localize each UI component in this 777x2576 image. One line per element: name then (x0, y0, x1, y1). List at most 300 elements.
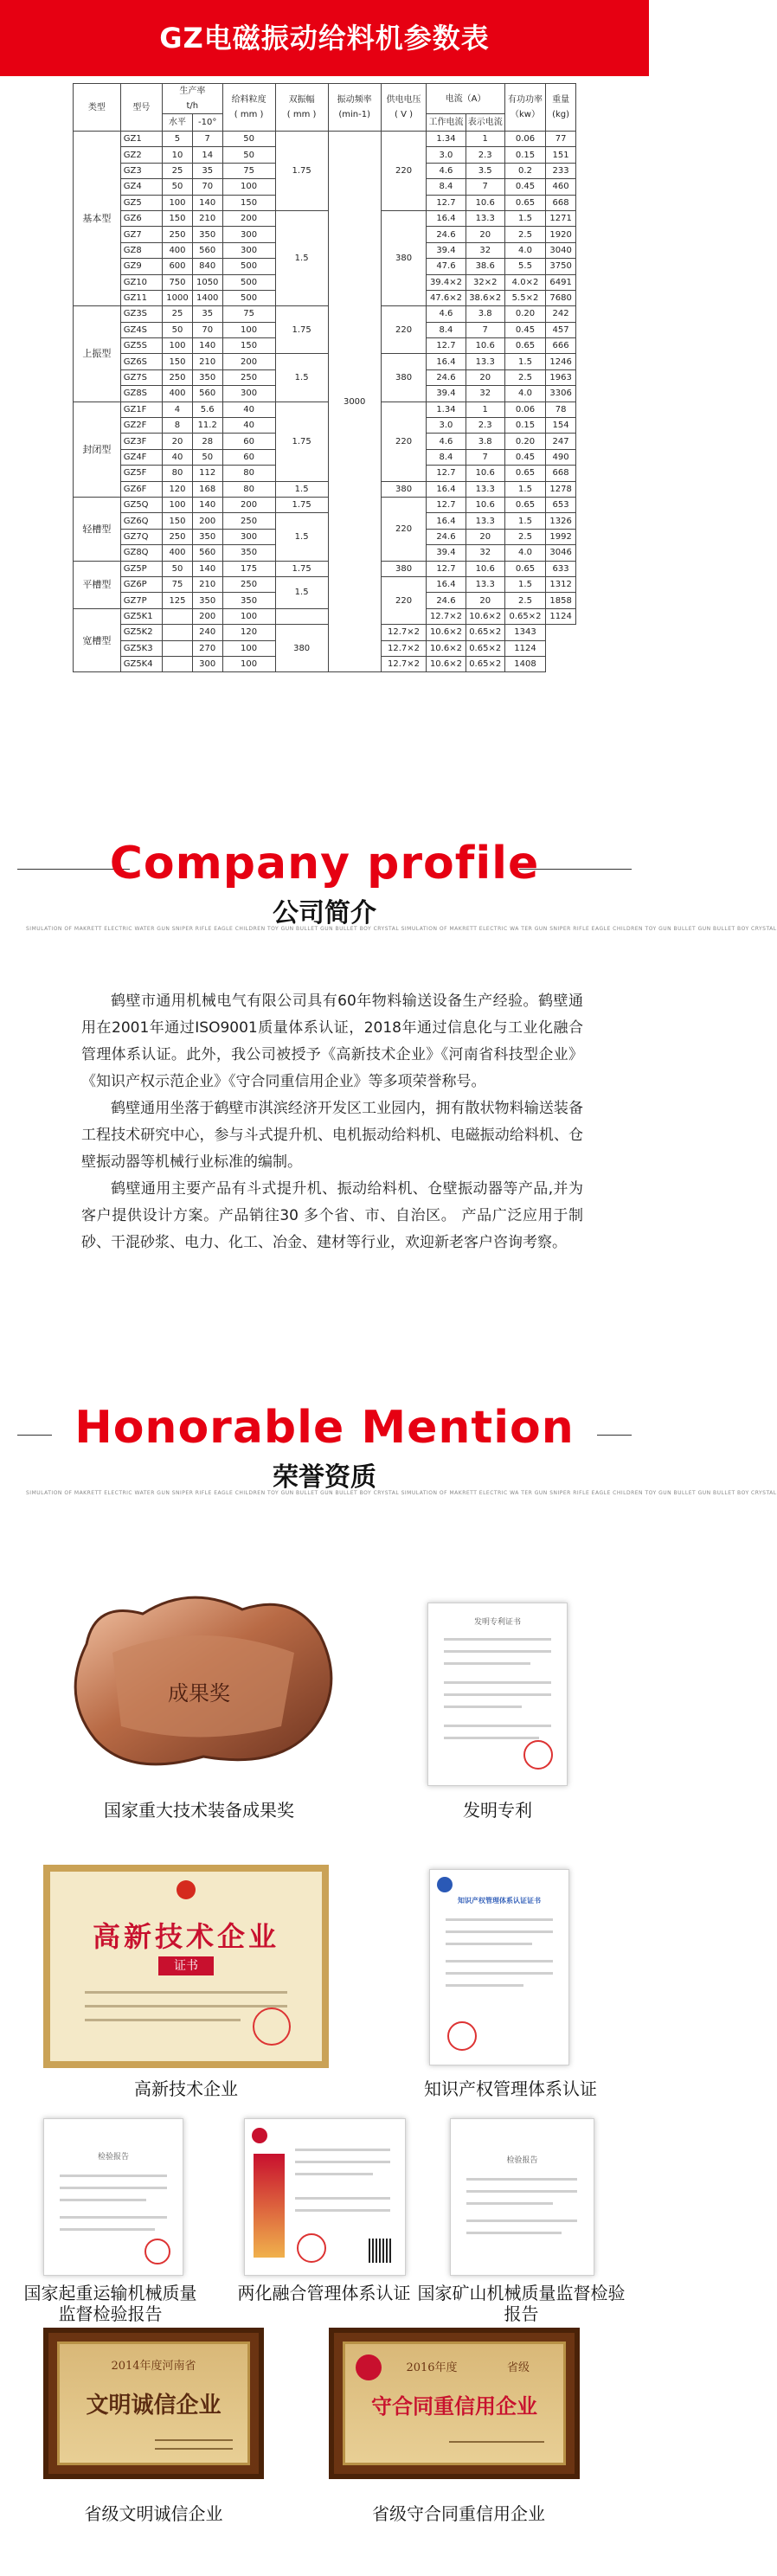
power-cell: 1.5 (504, 513, 545, 529)
meter-current-cell: 20 (466, 593, 504, 608)
power-cell: 1.5 (504, 354, 545, 369)
model-cell: GZ6F (120, 481, 162, 497)
capacity-horizontal-cell: 40 (163, 449, 193, 465)
weight-cell: 1124 (546, 608, 576, 624)
size-cell: 250 (222, 369, 275, 385)
weight-cell: 668 (546, 195, 576, 210)
meter-current-cell: 32 (466, 545, 504, 561)
capacity-horizontal-cell (163, 608, 193, 624)
meter-current-cell: 13.3 (466, 354, 504, 369)
capacity-horizontal-cell: 250 (163, 369, 193, 385)
capacity-incline-cell: 140 (192, 497, 222, 512)
weight-cell: 1408 (504, 656, 545, 671)
size-cell: 75 (222, 163, 275, 178)
work-current-cell: 16.4 (427, 513, 466, 529)
capacity-incline-cell: 112 (192, 466, 222, 481)
size-cell: 300 (222, 386, 275, 401)
plaque-text: 成果奖 (168, 1681, 230, 1706)
capacity-horizontal-cell: 125 (163, 593, 193, 608)
plaque-year-line: 2016年度 (406, 2361, 458, 2374)
doc-line (85, 2005, 287, 2007)
size-cell: 80 (222, 481, 275, 497)
caption-lifting: 国家起重运输机械质量监督检验报告 (23, 2283, 197, 2324)
capacity-unit: t/h (186, 101, 199, 111)
capacity-horizontal-cell: 150 (163, 354, 193, 369)
capacity-incline-cell: 350 (192, 369, 222, 385)
work-current-cell: 4.6 (427, 163, 466, 178)
power-cell: 0.2 (504, 163, 545, 178)
doc-line (295, 2197, 390, 2200)
doc-line (444, 1725, 551, 1727)
capacity-incline-cell: 240 (192, 625, 222, 640)
plaque-year-line: 2014年度河南省 (111, 2360, 196, 2373)
capacity-incline-cell: 210 (192, 354, 222, 369)
power-cell: 4.0 (504, 386, 545, 401)
doc-line (295, 2161, 390, 2163)
meter-current-cell: 20 (466, 369, 504, 385)
model-cell: GZ5K1 (120, 608, 162, 624)
amplitude-cell: 1.5 (275, 481, 328, 497)
capacity-horizontal-cell: 8 (163, 418, 193, 434)
voltage-cell: 220 (381, 401, 427, 481)
work-current-cell: 12.7×2 (381, 656, 427, 671)
size-cell: 250 (222, 576, 275, 592)
honor-small-text: SIMULATION OF MAKRETT ELECTRIC WATER GUN SNIPER RIFLE EAGLE CHILDREN TOY GUN BULLET GUN BULLET BOY CRYSTAL SIMULATION OF MAKRETT ELECTRIC WA TER GUN SNIPER RIFLE EAGLE CHILDREN TOY GUN BULLET GUN BULLET BOY CRYSTAL (26, 1490, 777, 1496)
size-cell: 350 (222, 545, 275, 561)
capacity-incline-cell: 7 (192, 132, 222, 147)
capacity-horizontal-cell: 150 (163, 210, 193, 226)
group-label: 基本型 (74, 132, 121, 306)
work-current-cell: 12.7 (427, 338, 466, 354)
power-cell: 0.15 (504, 418, 545, 434)
page-title: GZ电磁振动给料机参数表 (159, 22, 490, 55)
integration-certificate (244, 2118, 406, 2276)
doc-line (444, 1650, 551, 1653)
red-seal-icon (523, 1740, 553, 1770)
meter-current-cell: 10.6 (466, 561, 504, 576)
size-cell: 500 (222, 274, 275, 290)
capacity-incline-cell: 11.2 (192, 418, 222, 434)
col-type: 类型 (74, 84, 121, 132)
col-model: 型号 (120, 84, 162, 132)
amplitude-cell: 1.5 (275, 354, 328, 401)
weight-cell: 490 (546, 449, 576, 465)
doc-line (295, 2209, 390, 2212)
capacity-horizontal-cell: 400 (163, 545, 193, 561)
capacity-incline-cell: 168 (192, 481, 222, 497)
model-cell: GZ7Q (120, 529, 162, 544)
doc-line (444, 1662, 530, 1665)
red-seal-icon (253, 2007, 291, 2046)
size-cell: 75 (222, 306, 275, 322)
doc-line (446, 1943, 532, 1945)
cert-logo-icon (437, 1877, 453, 1892)
meter-current-cell: 1 (466, 132, 504, 147)
voltage-cell: 220 (381, 497, 427, 561)
doc-line (444, 1737, 539, 1739)
meter-current-cell: 10.6 (466, 497, 504, 512)
model-cell: GZ3 (120, 163, 162, 178)
work-current-cell: 12.7 (427, 561, 466, 576)
weight-cell: 668 (546, 466, 576, 481)
caption-integration: 两化融合管理体系认证 (237, 2283, 411, 2303)
capacity-horizontal-cell: 75 (163, 576, 193, 592)
size-cell: 150 (222, 338, 275, 354)
plaque-main-text: 文明诚信企业 (86, 2393, 222, 2419)
weight-cell: 154 (546, 418, 576, 434)
work-current-cell: 3.0 (427, 147, 466, 163)
capacity-horizontal-cell: 80 (163, 466, 193, 481)
model-cell: GZ6Q (120, 513, 162, 529)
model-cell: GZ8S (120, 386, 162, 401)
model-cell: GZ1 (120, 132, 162, 147)
doc-line (60, 2228, 155, 2231)
parameter-table (73, 83, 576, 672)
weight-cell: 6491 (546, 274, 576, 290)
power-cell: 0.45 (504, 179, 545, 195)
weight-cell: 78 (546, 401, 576, 417)
weight-cell: 1858 (546, 593, 576, 608)
capacity-incline-cell: 28 (192, 434, 222, 449)
capacity-horizontal-cell: 10 (163, 147, 193, 163)
power-cell: 0.45 (504, 322, 545, 337)
meter-current-cell: 10.6×2 (427, 625, 466, 640)
capacity-incline-cell: 560 (192, 386, 222, 401)
doc-line (85, 1991, 287, 1994)
work-current-cell: 39.4×2 (427, 274, 466, 290)
group-label: 上振型 (74, 306, 121, 401)
amplitude-cell: 1.5 (275, 513, 328, 561)
civilized-plaque (43, 2328, 264, 2479)
size-cell: 40 (222, 418, 275, 434)
capacity-horizontal-cell: 150 (163, 513, 193, 529)
weight-cell: 666 (546, 338, 576, 354)
capacity-incline-cell: 350 (192, 227, 222, 242)
capacity-horizontal-cell: 120 (163, 481, 193, 497)
weight-cell: 653 (546, 497, 576, 512)
weight-unit: (kg) (552, 110, 570, 119)
col-incline: -10° (192, 114, 222, 132)
weight-cell: 151 (546, 147, 576, 163)
table-row (74, 210, 576, 226)
power-cell: 0.06 (504, 132, 545, 147)
doc-line (466, 2219, 577, 2222)
doc-line (155, 2439, 233, 2441)
group-label: 封闭型 (74, 401, 121, 497)
size-unit: ( mm ) (234, 110, 264, 119)
capacity-horizontal-cell (163, 656, 193, 671)
doc-line (60, 2199, 146, 2201)
table-header (74, 84, 576, 132)
model-cell: GZ2 (120, 147, 162, 163)
doc-line (446, 1972, 553, 1975)
work-current-cell: 24.6 (427, 593, 466, 608)
patent-certificate (427, 1603, 568, 1786)
work-current-cell: 24.6 (427, 529, 466, 544)
caption-patent: 发明专利 (463, 1800, 532, 1821)
weight-cell: 633 (546, 561, 576, 576)
work-current-cell: 16.4 (427, 210, 466, 226)
doc-line (85, 2019, 241, 2021)
model-cell: GZ5Q (120, 497, 162, 512)
weight-cell: 77 (546, 132, 576, 147)
capacity-horizontal-cell: 100 (163, 497, 193, 512)
meter-current-cell: 13.3 (466, 513, 504, 529)
capacity-incline-cell: 210 (192, 576, 222, 592)
plaque-main-text: 守合同重信用企业 (371, 2393, 537, 2419)
power-cell: 1.5 (504, 210, 545, 226)
size-cell: 100 (222, 656, 275, 671)
size-cell: 100 (222, 608, 275, 624)
table-body (74, 132, 576, 672)
company-paragraph: 鹤壁通用坐落于鹤壁市淇滨经济开发区工业园内，拥有散状物料输送装备工程技术研究中心，参与斗式提升机、电机振动给料机、电磁振动给料机、仓壁振动器等机械行业标准的编制。 (81, 1100, 583, 1171)
capacity-horizontal-cell: 250 (163, 529, 193, 544)
amplitude-cell: 1.75 (275, 132, 328, 211)
col-power (504, 84, 545, 132)
meter-current-cell: 32 (466, 386, 504, 401)
power-cell: 0.20 (504, 306, 545, 322)
weight-cell: 1920 (546, 227, 576, 242)
capacity-incline-cell: 350 (192, 593, 222, 608)
capacity-horizontal-cell: 400 (163, 386, 193, 401)
company-description (81, 988, 583, 1256)
capacity-incline-cell: 70 (192, 322, 222, 337)
power-cell: 2.5 (504, 369, 545, 385)
power-cell: 0.65 (504, 466, 545, 481)
size-cell: 60 (222, 449, 275, 465)
model-cell: GZ6 (120, 210, 162, 226)
work-current-cell: 12.7×2 (427, 608, 466, 624)
company-paragraph: 鹤壁通用主要产品有斗式提升机、振动给料机、仓壁振动器等产品,并为客户提供设计方案。产品销往30 多个省、市、自治区。 产品广泛应用于制砂、干混砂浆、电力、化工、冶金、建材等行业，欢迎新老客户咨询考察。 (81, 1180, 583, 1251)
work-current-cell: 12.7×2 (381, 625, 427, 640)
hightech-doc-sub: 证书 (158, 1956, 214, 1975)
table-row (74, 306, 576, 322)
meter-current-cell: 32 (466, 242, 504, 258)
size-cell: 50 (222, 147, 275, 163)
table-row (74, 401, 576, 417)
col-current: 电流（A） (427, 84, 505, 114)
work-current-cell: 39.4 (427, 386, 466, 401)
hightech-certificate (43, 1865, 329, 2068)
power-cell: 0.65 (504, 195, 545, 210)
doc-line (295, 2173, 373, 2175)
table-row (74, 576, 576, 592)
table-row (74, 625, 576, 640)
hightech-doc-title: 高新技术企业 (92, 1920, 279, 1953)
red-seal-icon (447, 2021, 477, 2051)
award-plaque-icon (61, 1584, 337, 1783)
meter-current-cell: 3.5 (466, 163, 504, 178)
doc-line (446, 1930, 553, 1933)
capacity-horizontal-cell: 50 (163, 561, 193, 576)
patent-doc-title: 发明专利证书 (473, 1618, 521, 1627)
group-label: 宽槽型 (74, 608, 121, 672)
power-unit: （kw） (511, 110, 540, 119)
meter-current-cell: 2.3 (466, 418, 504, 434)
voltage-cell: 380 (381, 210, 427, 305)
model-cell: GZ5K4 (120, 656, 162, 671)
honor-title-cn: 荣誉资质 (273, 1462, 376, 1493)
size-cell: 300 (222, 227, 275, 242)
weight-cell: 1992 (546, 529, 576, 544)
doc-line (60, 2175, 167, 2177)
size-cell: 100 (222, 179, 275, 195)
size-cell: 200 (222, 210, 275, 226)
size-cell: 100 (222, 640, 275, 656)
model-cell: GZ5F (120, 466, 162, 481)
caption-hightech: 高新技术企业 (134, 2078, 238, 2099)
power-cell: 0.06 (504, 401, 545, 417)
weight-cell: 1271 (546, 210, 576, 226)
meter-current-cell: 32×2 (466, 274, 504, 290)
capacity-incline-cell: 14 (192, 147, 222, 163)
meter-current-cell: 10.6×2 (466, 608, 504, 624)
col-voltage (381, 84, 427, 132)
col-frequency (328, 84, 381, 132)
company-small-text: SIMULATION OF MAKRETT ELECTRIC WATER GUN SNIPER RIFLE EAGLE CHILDREN TOY GUN BULLET GUN BULLET BOY CRYSTAL SIMULATION OF MAKRETT ELECTRIC WA TER GUN SNIPER RIFLE EAGLE CHILDREN TOY GUN BULLET GUN BULLET BOY CRYSTAL (26, 926, 777, 932)
freq-label: 振动频率 (337, 95, 372, 105)
meter-current-cell: 10.6 (466, 466, 504, 481)
capacity-incline-cell: 140 (192, 561, 222, 576)
model-cell: GZ7 (120, 227, 162, 242)
size-cell: 150 (222, 195, 275, 210)
capacity-horizontal-cell (163, 640, 193, 656)
power-cell: 4.0×2 (504, 274, 545, 290)
weight-label: 重量 (552, 95, 570, 105)
weight-cell: 247 (546, 434, 576, 449)
award-plaque-image (61, 1584, 337, 1783)
capacity-incline-cell: 50 (192, 449, 222, 465)
model-cell: GZ5K3 (120, 640, 162, 656)
meter-current-cell: 10.6×2 (427, 640, 466, 656)
power-cell: 4.0 (504, 545, 545, 561)
lifting-doc-title: 检验报告 (97, 2153, 129, 2162)
voltage-label: 供电电压 (386, 95, 421, 105)
size-cell: 350 (222, 593, 275, 608)
capacity-horizontal-cell: 250 (163, 227, 193, 242)
table-row (74, 481, 576, 497)
capacity-label: 生产率 (179, 87, 206, 96)
meter-current-cell: 2.3 (466, 147, 504, 163)
capacity-incline-cell: 1400 (192, 290, 222, 305)
work-current-cell: 24.6 (427, 369, 466, 385)
red-seal-icon (144, 2239, 170, 2264)
capacity-horizontal-cell (163, 625, 193, 640)
work-current-cell: 3.0 (427, 418, 466, 434)
doc-line (449, 2441, 544, 2443)
work-current-cell: 16.4 (427, 576, 466, 592)
voltage-cell: 220 (381, 576, 427, 624)
weight-cell: 1343 (504, 625, 545, 640)
model-cell: GZ2F (120, 418, 162, 434)
doc-line (466, 2178, 577, 2181)
capacity-horizontal-cell: 100 (163, 338, 193, 354)
weight-cell: 3306 (546, 386, 576, 401)
meter-current-cell: 20 (466, 227, 504, 242)
work-current-cell: 12.7×2 (381, 640, 427, 656)
meter-current-cell: 3.8 (466, 306, 504, 322)
col-work-current: 工作电流 (427, 114, 466, 132)
caption-award: 国家重大技术装备成果奖 (104, 1800, 294, 1821)
meter-current-cell: 1 (466, 401, 504, 417)
capacity-incline-cell: 5.6 (192, 401, 222, 417)
size-cell: 250 (222, 513, 275, 529)
table-row (74, 561, 576, 576)
capacity-incline-cell: 840 (192, 259, 222, 274)
capacity-incline-cell: 560 (192, 545, 222, 561)
power-cell: 0.20 (504, 434, 545, 449)
capacity-horizontal-cell: 25 (163, 306, 193, 322)
doc-line (444, 1706, 522, 1708)
model-cell: GZ1F (120, 401, 162, 417)
meter-current-cell: 13.3 (466, 210, 504, 226)
doc-line (446, 1984, 523, 1987)
work-current-cell: 39.4 (427, 242, 466, 258)
capacity-horizontal-cell: 400 (163, 242, 193, 258)
power-label: 有功功率 (508, 95, 543, 105)
work-current-cell: 1.34 (427, 132, 466, 147)
meter-current-cell: 13.3 (466, 576, 504, 592)
capacity-incline-cell: 35 (192, 163, 222, 178)
meter-current-cell: 10.6×2 (427, 656, 466, 671)
capacity-horizontal-cell: 20 (163, 434, 193, 449)
model-cell: GZ5K2 (120, 625, 162, 640)
table-row (74, 497, 576, 512)
capacity-incline-cell: 1050 (192, 274, 222, 290)
model-cell: GZ8Q (120, 545, 162, 561)
company-paragraph: 鹤壁市通用机械电气有限公司具有60年物料输送设备生产经验。鹤壁通用在2001年通过ISO9001质量体系认证，2018年通过信息化与工业化融合管理体系认证。此外，我公司被授予《高新技术企业》《河南省科技型企业》《知识产权示范企业》《守合同重信用企业》等多项荣誉称号。 (81, 992, 583, 1090)
model-cell: GZ5 (120, 195, 162, 210)
size-cell: 300 (222, 242, 275, 258)
col-weight (546, 84, 576, 132)
weight-cell: 7680 (546, 290, 576, 305)
model-cell: GZ4F (120, 449, 162, 465)
company-title-en: Company profile (109, 838, 540, 890)
table-row (74, 132, 576, 147)
table-row (74, 608, 576, 624)
voltage-cell: 380 (381, 481, 427, 497)
col-amplitude (275, 84, 328, 132)
company-title-cn: 公司简介 (273, 898, 376, 928)
weight-cell: 233 (546, 163, 576, 178)
capacity-incline-cell: 300 (192, 656, 222, 671)
doc-line (466, 2202, 553, 2205)
table-row (74, 513, 576, 529)
capacity-incline-cell: 140 (192, 338, 222, 354)
work-current-cell: 47.6×2 (427, 290, 466, 305)
model-cell: GZ3F (120, 434, 162, 449)
model-cell: GZ9 (120, 259, 162, 274)
frequency-cell: 3000 (328, 132, 381, 672)
power-cell: 0.15 (504, 147, 545, 163)
capacity-incline-cell: 350 (192, 529, 222, 544)
weight-cell: 1124 (504, 640, 545, 656)
work-current-cell: 24.6 (427, 227, 466, 242)
size-cell: 60 (222, 434, 275, 449)
weight-cell: 3750 (546, 259, 576, 274)
weight-cell: 1246 (546, 354, 576, 369)
size-cell: 80 (222, 466, 275, 481)
meter-current-cell: 7 (466, 322, 504, 337)
decorative-band (254, 2154, 285, 2258)
col-horizontal: 水平 (163, 114, 193, 132)
red-seal-icon (297, 2233, 326, 2263)
meter-current-cell: 38.6×2 (466, 290, 504, 305)
amplitude-cell: 1.75 (275, 497, 328, 512)
ip-certificate (429, 1869, 569, 2065)
weight-cell: 3040 (546, 242, 576, 258)
work-current-cell: 12.7 (427, 195, 466, 210)
